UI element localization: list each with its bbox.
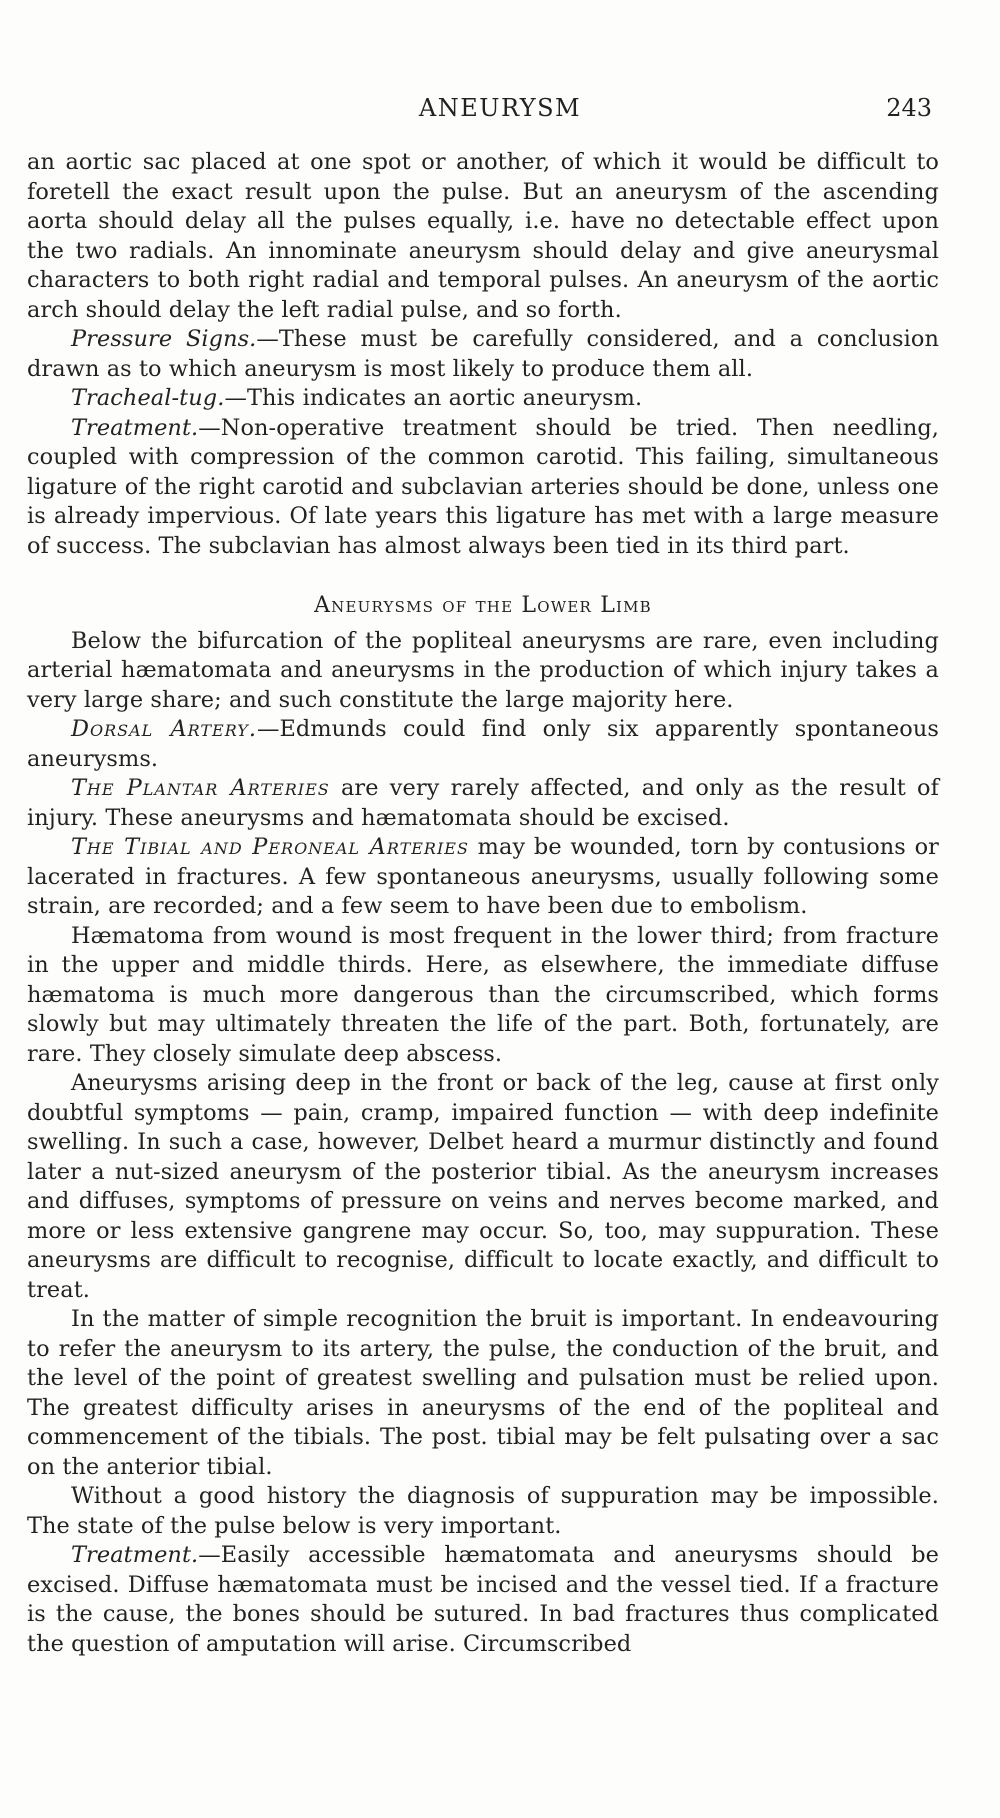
run-in-heading: Dorsal Artery. — [71, 716, 257, 742]
running-head — [0, 94, 1000, 128]
running-title: ANEURYSM — [418, 94, 582, 122]
paragraph — [27, 1541, 939, 1659]
paragraph-text: —Edmunds could find only six apparently spontaneous aneurysms. — [27, 716, 940, 772]
paragraph-text: Aneurysms arising deep in the front or back of the leg, cause at first only doubtful symptoms — pain, cramp, impaired function — with deep indefinite swelling. In such a case, however, Delbet heard a murmur distinctly and found later a nut-sized aneurysm of the posterior tibial. As the aneurysm increases and diffuses, symptoms of pressure on veins and nerves become marked, and more or less extensive gangrene may occur. So, too, may suppuration. These aneurysms are difficult to recognise, difficult to locate exactly, and difficult to treat. — [27, 1070, 939, 1303]
run-in-heading: The Plantar Arteries — [71, 775, 330, 801]
run-in-heading: Pressure Signs. — [71, 326, 257, 352]
paragraph — [27, 414, 939, 562]
paragraph — [27, 1305, 939, 1482]
paragraph-text: —Non-operative treatment should be tried. Then needling, coupled with compression of the common carotid. This failing, simultaneous ligature of the right carotid and subclavian arteries should be done, unless one is already impervious. Of late years this ligature has met with a large measure of success. The subclavian has almost always been tied in its third part. — [27, 414, 939, 559]
paragraph-text: —These must be carefully considered, and a conclusion drawn as to which aneurysm is most likely to produce them all. — [27, 326, 939, 382]
paragraph — [27, 922, 939, 1070]
paragraph — [27, 774, 939, 833]
paragraph — [27, 325, 939, 384]
paragraph — [27, 715, 939, 774]
run-in-heading: Treatment. — [71, 414, 199, 441]
paragraph-text: an aortic sac placed at one spot or another, of which it would be difficult to foretell the exact result upon the pulse. But an aneurysm of the ascending aorta should delay all the pulses equally, i.e. have no detectable effect upon the two radials. An innominate aneurysm should delay and give aneurysmal characters to both right radial and temporal pulses. An aneurysm of the aortic arch should delay the left radial pulse, and so forth. — [27, 149, 939, 323]
paragraph — [27, 833, 939, 922]
paragraph — [27, 1482, 939, 1541]
paragraph — [27, 148, 939, 325]
paragraph-text: —This indicates an aortic aneurysm. — [224, 385, 643, 411]
paragraph — [27, 1069, 939, 1305]
paragraph-text: Hæmatoma from wound is most frequent in the lower third; from fracture in the upper and middle thirds. Here, as elsewhere, the immediate diffuse hæmatoma is much more dangerous than the circumscribed, which forms slowly but may ultimately threaten the life of the part. Both, fortunately, are rare. They closely simulate deep abscess. — [27, 922, 939, 1067]
run-in-heading: Tracheal-tug. — [71, 385, 225, 411]
paragraph — [27, 384, 939, 414]
body-text — [27, 148, 939, 1659]
run-in-heading: The Tibial and Peroneal Arteries — [71, 834, 469, 860]
page-number: 243 — [886, 94, 932, 122]
paragraph-text: may be wounded, torn by contusions or lacerated in fractures. A few spontaneous aneurysms, usually following some strain, are recorded; and a few seem to have been due to embolism. — [27, 834, 939, 919]
paragraph-text: —Easily accessible hæmatomata and aneurysms should be excised. Diffuse hæmatomata must be incised and the vessel tied. If a fracture is the cause, the bones should be sutured. In bad fractures thus complicated the question of amputation will arise. Circumscribed — [27, 1542, 939, 1657]
paragraph-text: Without a good history the diagnosis of suppuration may be impossible. The state of the pulse below is very important. — [27, 1483, 939, 1539]
paragraph-text: In the matter of simple recognition the bruit is important. In endeavouring to refer the aneurysm to its artery, the pulse, the conduction of the bruit, and the level of the point of greatest swelling and pulsation must be relied upon. The greatest difficulty arises in aneurysms of the end of the popliteal and commencement of the tibials. The post. tibial may be felt pulsating over a sac on the anterior tibial. — [27, 1306, 939, 1480]
paragraph-text: are very rarely affected, and only as the result of injury. These aneurysms and hæmatomata should be excised. — [27, 775, 939, 831]
run-in-heading: Treatment. — [71, 1542, 199, 1568]
section-heading: Aneurysms of the Lower Limb — [314, 593, 652, 618]
paragraph-text: Below the bifurcation of the popliteal aneurysms are rare, even including arterial hæmatomata and aneurysms in the production of which injury takes a very large share; and such constitute the large majority here. — [27, 627, 939, 713]
paragraph — [27, 627, 939, 716]
